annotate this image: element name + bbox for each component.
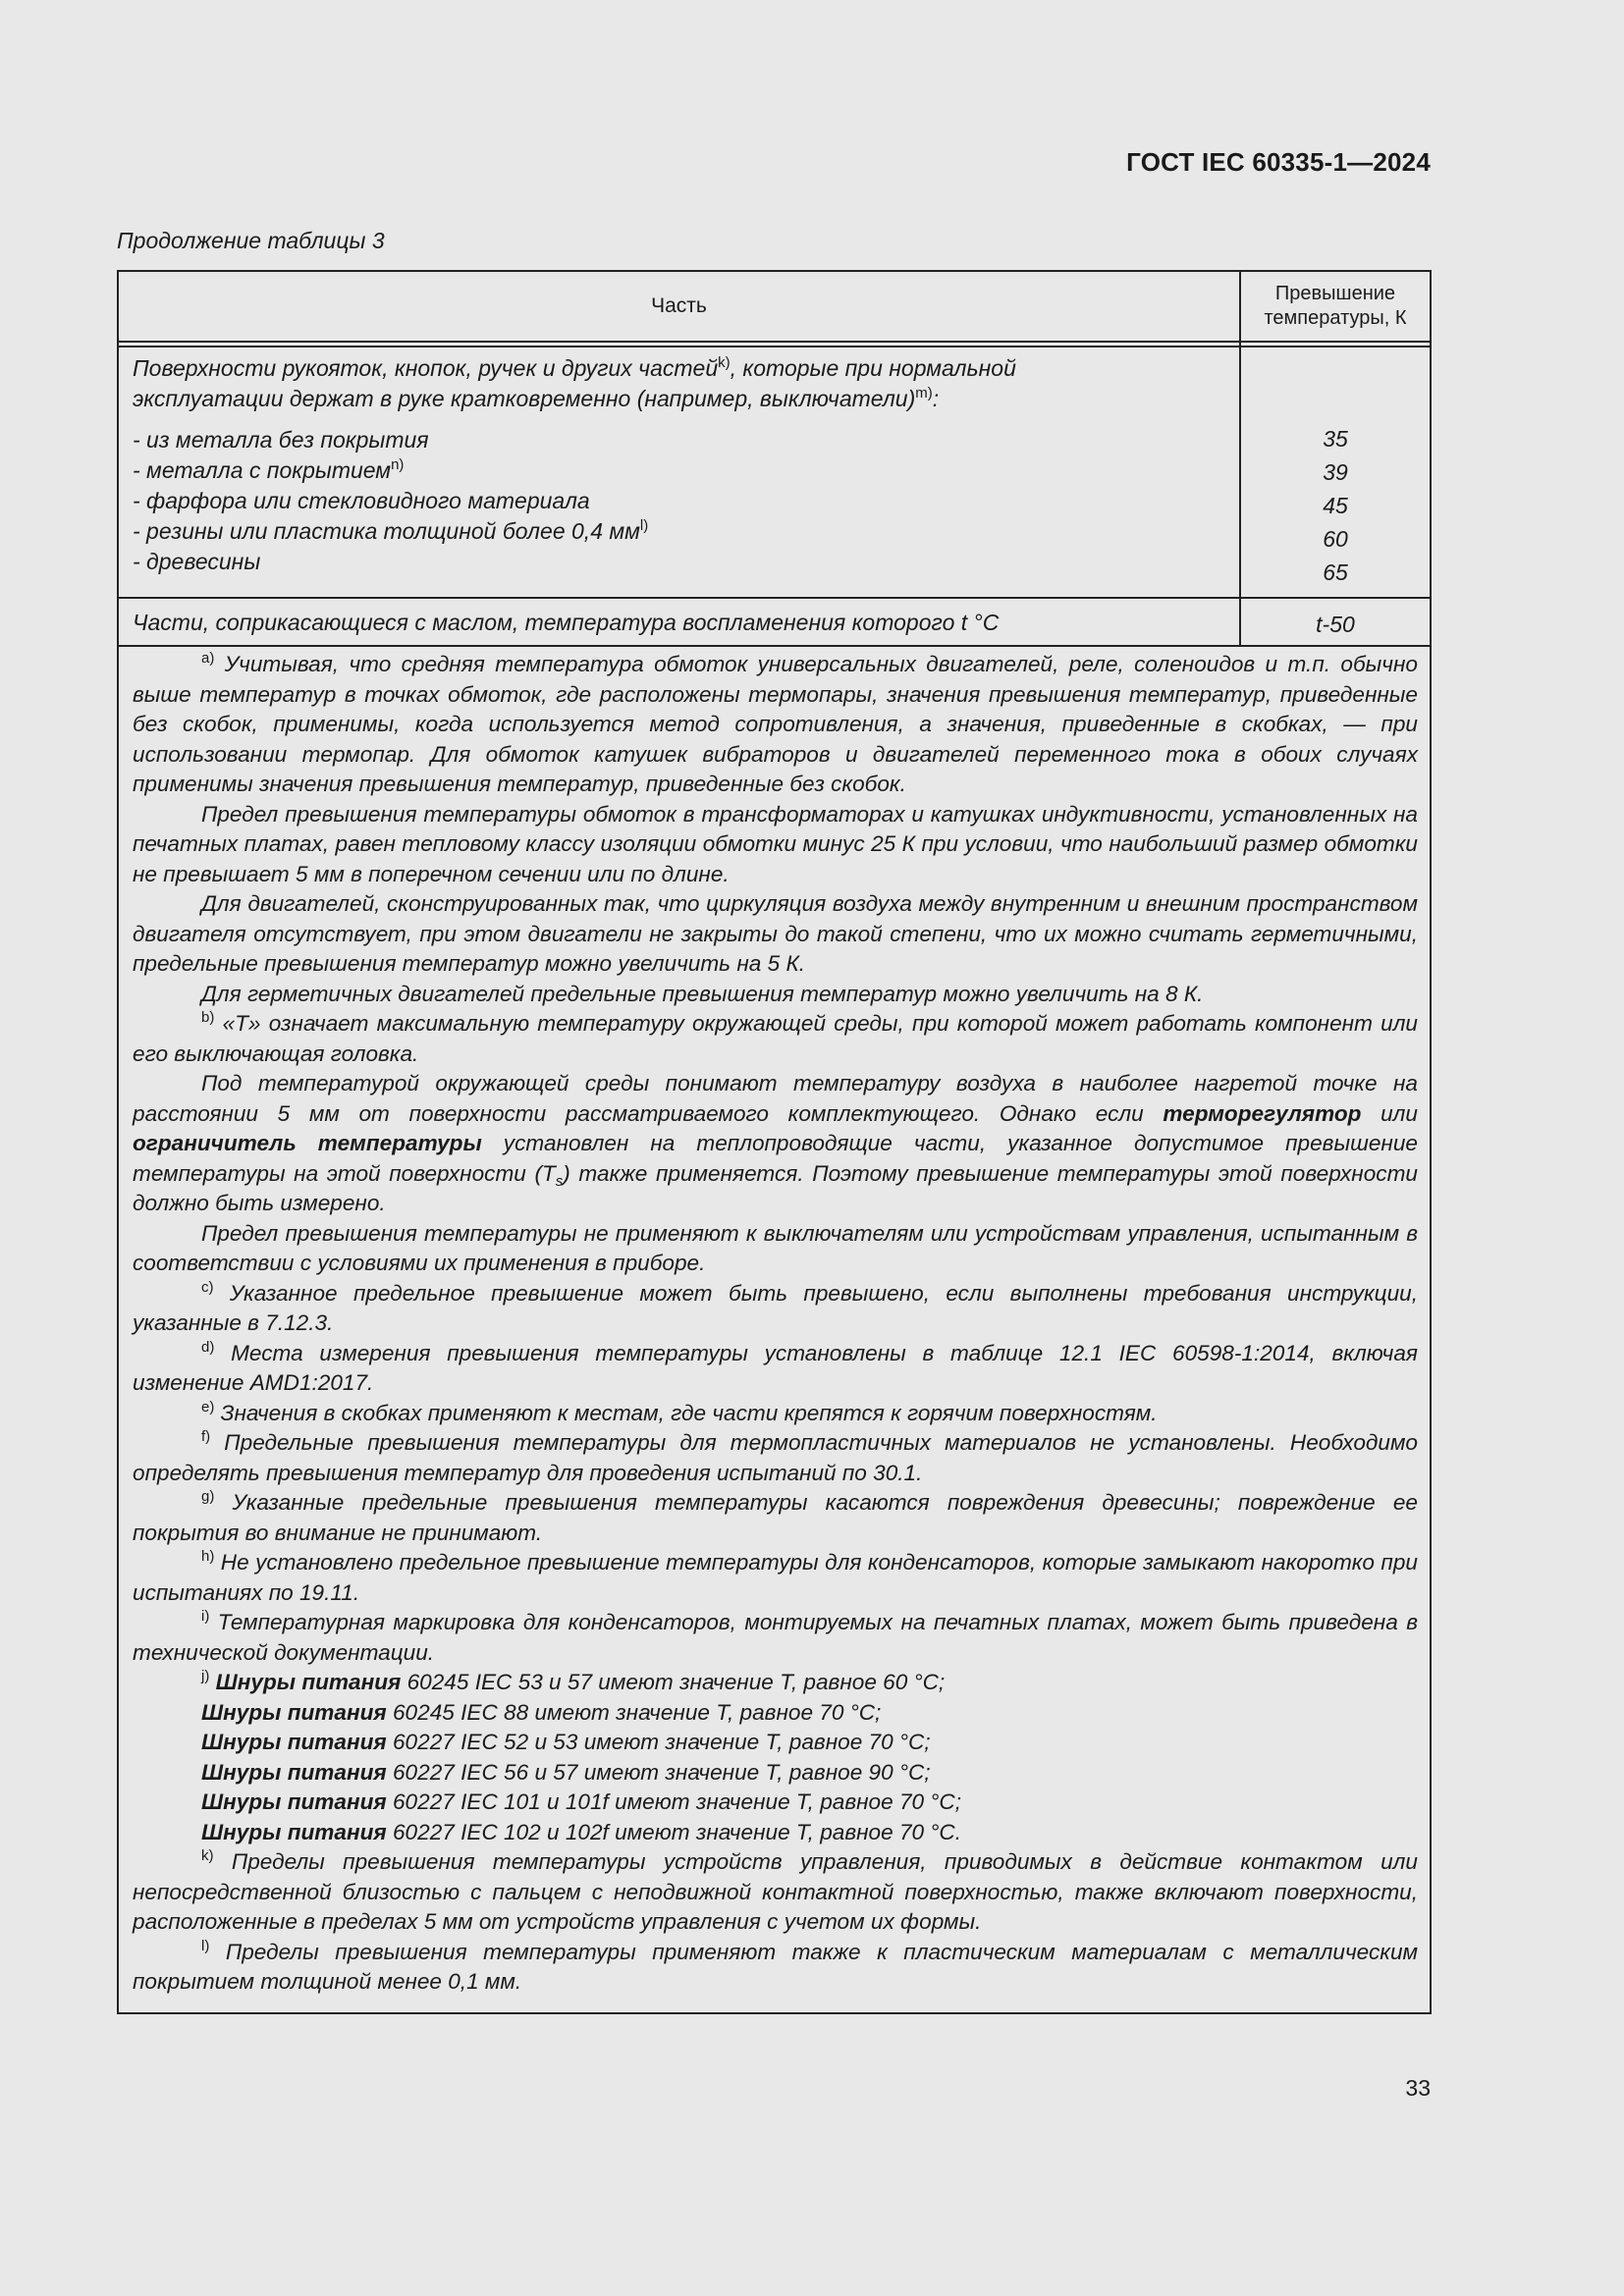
footnote-h: $^{h)}$ Не установлено предельное превышение температуры для конденсаторов, которые замыкают накоротко при испытаниях по 19.11. bbox=[133, 1548, 1418, 1605]
footnote-f: $^{f)}$ Предельные превышения температуры для термопластичных материалов не установлены. Необходимо определять превышения температур для проведения испытаний по 30.1. bbox=[133, 1428, 1419, 1485]
footnote-b: $^{b)}$ «T» означает максимальную температуру окружающей среды, при которой может работать компонент или его выключающая головка. bbox=[133, 1009, 1418, 1066]
footnote-b-paragraph: Предел превышения температуры не применяют к выключателям или устройствам управления, испытанным в соответствии с условиями их применения в приборе. bbox=[133, 1220, 1418, 1275]
table-caption: Продолжение таблицы 3 bbox=[117, 228, 385, 253]
oil-row-label: Части, соприкасающиеся с маслом, температура воспламенения которого t °C bbox=[133, 610, 1000, 635]
column-header-temperature-line2: температуры, К bbox=[1264, 307, 1407, 329]
footnote-j-line: Шнуры питания 60227 IEC 102 и 102f имеют значение T, равное 70 °C. bbox=[201, 1819, 961, 1844]
document-number: ГОСТ IEC 60335-1—2024 bbox=[1126, 147, 1431, 177]
column-header-temperature bbox=[1241, 272, 1430, 341]
page-number: 33 bbox=[1405, 2075, 1431, 2101]
group-intro-line: эксплуатации держат в руке кратковременно (например, выключатели)$^{m)}$: bbox=[133, 385, 940, 411]
table-row-value: 65 bbox=[1323, 560, 1348, 585]
group-intro-line: Поверхности рукояток, кнопок, ручек и других частей$^{k)}$, которые при нормальной bbox=[133, 354, 1016, 381]
footnote-j-line: Шнуры питания 60227 IEC 56 и 57 имеют значение T, равное 90 °C; bbox=[201, 1759, 931, 1785]
footnote-c: $^{c)}$ Указанное предельное превышение может быть превышено, если выполнены требования инструкции, указанные в 7.12.3. bbox=[133, 1278, 1418, 1335]
footnote-j: $^{j)}$ Шнуры питания 60245 IEC 53 и 57 имеют значение T, равное 60 °C; bbox=[201, 1668, 946, 1694]
footnote-a-paragraph: Предел превышения температуры обмоток в трансформаторах и катушках индуктивности, установленных на печатных платах, равен тепловому классу изоляции обмотки минус 25 К при условии, что наибольший размер обмотки не превышает 5 мм в поперечном сечении или по длине. bbox=[133, 801, 1418, 886]
footnote-a-paragraph: Для двигателей, сконструированных так, что циркуляция воздуха между внутренним и внешним пространством двигателя отсутствует, при этом двигатели не закрыты до такой степени, что их можно считать герметичными, предельные превышения температур можно увеличить на 5 К. bbox=[133, 891, 1418, 976]
table-row-label: - из металла без покрытия bbox=[133, 427, 429, 453]
footnote-a-paragraph: Для герметичных двигателей предельные превышения температур можно увеличить на 8 К. bbox=[201, 981, 1204, 1006]
footnote-g: $^{g)}$ Указанные предельные превышения температуры касаются повреждения древесины; повреждение ее покрытия во внимание не принимают. bbox=[133, 1488, 1418, 1545]
surface-group bbox=[133, 353, 1227, 577]
column-header-temperature-line1: Превышение bbox=[1274, 283, 1396, 304]
row-divider bbox=[119, 597, 1430, 599]
table-footnotes bbox=[133, 650, 1418, 1998]
footnote-a: $^{a)}$ Учитывая, что средняя температура обмоток универсальных двигателей, реле, соленоидов и т.п. обычно выше температур в точках обмоток, где расположены термопары, значения превышения температур, приведенные без скобок, применимы, когда используется метод сопротивления, а значения, приведенные в скобках, — при использовании термопар. Для обмоток катушек вибраторов и двигателей переменного тока в обоих случаях применимы значения превышения температур, приведенные без скобок. bbox=[133, 650, 1418, 796]
footnote-e: $^{e)}$ Значения в скобках применяют к местам, где части крепятся к горячим поверхностям. bbox=[201, 1398, 1158, 1425]
footnote-k: $^{k)}$ Пределы превышения температуры устройств управления, приводимых в действие контактом или непосредственной близостью с пальцем с неподвижной контактной поверхностью, также включают поверхности, расположенные в пределах 5 мм от устройств управления с учетом их формы. bbox=[133, 1847, 1418, 1934]
footnote-j-line: Шнуры питания 60245 IEC 88 имеют значение T, равное 70 °C; bbox=[201, 1699, 882, 1725]
footnote-b-paragraph: Под температурой окружающей среды понимают температуру воздуха в наиболее нагретой точке на расстоянии 5 мм от поверхности рассматриваемого комплектующего. Однако если терморегулятор или ограничитель температуры установлен на теплопроводящие части, указанное допустимое превышение температуры на этой поверхности $(T_s)$ также применяется. Поэтому превышение температуры этой поверхности должно быть измерено. bbox=[133, 1071, 1418, 1215]
table-row-value: 35 bbox=[1323, 426, 1348, 452]
row-divider bbox=[119, 645, 1430, 647]
footnote-j-line: Шнуры питания 60227 IEC 52 и 53 имеют значение T, равное 70 °C; bbox=[201, 1730, 931, 1754]
header-rule-double bbox=[119, 346, 1430, 347]
table-row-label: - фарфора или стекловидного материала bbox=[133, 488, 590, 513]
footnote-j-line: Шнуры питания 60227 IEC 101 и 101f имеют значение T, равное 70 °C; bbox=[201, 1789, 961, 1814]
table-row-label: - резины или пластика толщиной более 0,4 $мм^{l)}$ bbox=[133, 517, 649, 544]
footnote-l: $^{l)}$ Пределы превышения температуры применяют также к пластическим материалам с металлическим покрытием толщиной менее 0,1 мм. bbox=[133, 1937, 1418, 1994]
table-row-label: - древесины bbox=[133, 549, 261, 574]
oil-row-value: t-50 bbox=[1316, 612, 1355, 637]
table-row-label: - металла с покрытием$^{n)}$ bbox=[133, 456, 405, 483]
temperature-rise-table bbox=[117, 270, 1432, 2014]
footnote-i: $^{i)}$ Температурная маркировка для конденсаторов, монтируемых на печатных платах, может быть приведена в технической документации. bbox=[133, 1608, 1419, 1665]
table-row-value: 39 bbox=[1323, 459, 1348, 485]
footnote-d: $^{d)}$ Места измерения превышения температуры установлены в таблице 12.1 IEC 60598-1:2014, включая изменение AMD1:2017. bbox=[133, 1338, 1419, 1395]
header-rule bbox=[119, 341, 1430, 343]
column-header-part: Часть bbox=[651, 294, 707, 317]
table-row-value: 45 bbox=[1323, 493, 1348, 518]
defined-term: терморегулятор bbox=[1163, 1100, 1362, 1126]
table-row-value: 60 bbox=[1323, 526, 1348, 552]
oil-row bbox=[133, 608, 1227, 638]
defined-term: ограничитель температуры bbox=[133, 1131, 482, 1155]
